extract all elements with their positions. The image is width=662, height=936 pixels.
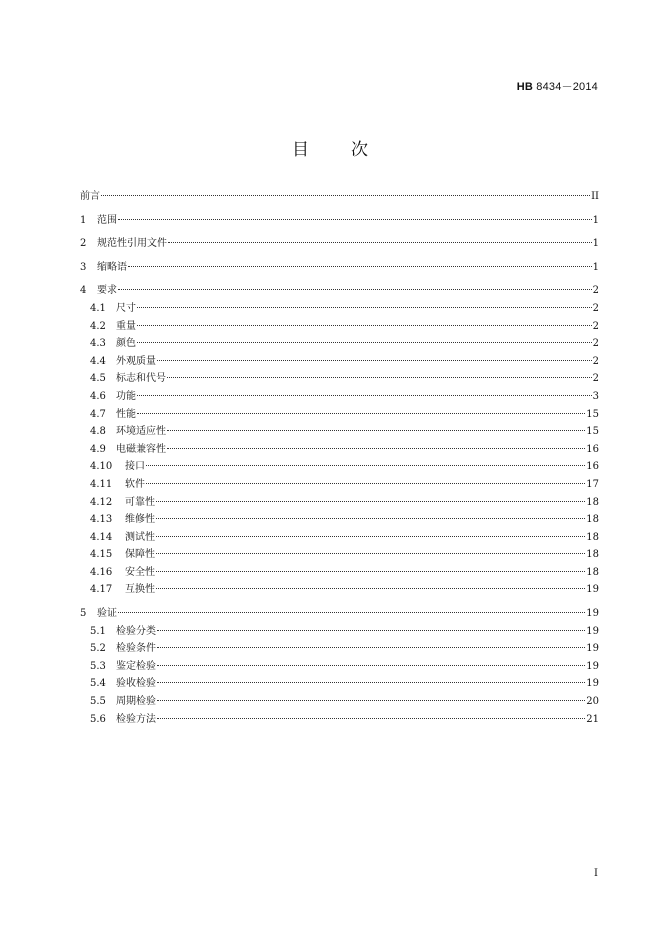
toc-dot-leader — [146, 473, 585, 484]
toc-dot-leader — [156, 508, 585, 519]
toc-entry-number: 2 — [80, 238, 87, 250]
toc-dot-leader — [167, 438, 585, 449]
toc-dot-leader — [156, 491, 585, 502]
toc-entry-label: 测试性 — [125, 531, 155, 543]
toc-entry-page: 19 — [586, 678, 599, 690]
toc-entry-number: 4.6 — [90, 390, 106, 402]
toc-dot-leader — [156, 543, 585, 554]
toc-entry-page: 19 — [586, 643, 599, 655]
toc-entry-page: 17 — [586, 478, 599, 490]
toc-dot-leader — [101, 185, 590, 196]
toc-dot-leader — [157, 350, 592, 361]
toc-entry-page: 2 — [592, 302, 599, 314]
toc-entry-page: 18 — [586, 514, 599, 526]
toc-entry-page: 15 — [586, 408, 599, 420]
toc-entry-label: 验收检验 — [116, 678, 156, 690]
toc-dot-leader — [137, 332, 592, 343]
toc-entry-number: 4.8 — [90, 426, 106, 438]
standard-header — [517, 78, 598, 94]
toc-entry-page: 1 — [592, 214, 599, 226]
table-of-contents — [80, 188, 599, 728]
title-char-2: 次 — [351, 140, 370, 160]
toc-dot-leader — [118, 602, 585, 613]
toc-entry-page: 1 — [592, 261, 599, 273]
toc-entry-label: 保障性 — [125, 549, 155, 561]
page-title — [0, 135, 662, 160]
toc-entry-number: 4.9 — [90, 443, 106, 455]
toc-entry-number: 4.1 — [90, 302, 106, 314]
toc-entry-number: 5.5 — [90, 696, 106, 708]
toc-entry-page: 18 — [586, 496, 599, 508]
toc-entry-label: 接口 — [125, 461, 145, 473]
toc-dot-leader — [137, 385, 592, 396]
toc-entry-label: 电磁兼容性 — [116, 443, 166, 455]
toc-dot-leader — [157, 655, 585, 666]
toc-entry-number: 4.12 — [90, 496, 113, 508]
toc-entry-number: 5.2 — [90, 643, 106, 655]
toc-dot-leader — [168, 232, 592, 243]
toc-entry-number: 5.1 — [90, 625, 106, 637]
toc-entry-page: 19 — [586, 625, 599, 637]
toc-entry-label: 维修性 — [125, 514, 155, 526]
toc-entry-page: 21 — [586, 713, 599, 725]
toc-entry-number: 4 — [80, 285, 87, 297]
toc-entry-label: 重量 — [116, 320, 136, 332]
toc-entry-page: 18 — [586, 549, 599, 561]
toc-entry-number: 4.10 — [90, 461, 113, 473]
toc-entry[interactable] — [80, 212, 599, 230]
toc-entry-label: 周期检验 — [116, 696, 156, 708]
toc-subentry[interactable] — [80, 711, 599, 729]
toc-entry-number: 5.3 — [90, 660, 106, 672]
toc-entry-page: 2 — [592, 338, 599, 350]
toc-entry-label: 安全性 — [125, 566, 155, 578]
toc-entry-label: 检验分类 — [116, 625, 156, 637]
toc-entry-label: 性能 — [116, 408, 136, 420]
toc-entry-number: 1 — [80, 214, 87, 226]
toc-entry-number: 4.7 — [90, 408, 106, 420]
toc-entry-page: 16 — [586, 461, 599, 473]
toc-entry-number: 5.6 — [90, 713, 106, 725]
toc-entry-number: 4.15 — [90, 549, 113, 561]
toc-entry-page: 2 — [592, 373, 599, 385]
toc-entry-page: 18 — [586, 531, 599, 543]
toc-entry-label: 范围 — [97, 214, 117, 226]
toc-entry-label: 标志和代号 — [116, 373, 166, 385]
toc-entry[interactable] — [80, 235, 599, 253]
toc-dot-leader — [146, 455, 585, 466]
toc-entry-page: 19 — [586, 660, 599, 672]
toc-dot-leader — [157, 637, 585, 648]
toc-entry-number: 4.5 — [90, 373, 106, 385]
toc-dot-leader — [157, 708, 585, 719]
toc-entry-page: 2 — [592, 355, 599, 367]
toc-subentry[interactable] — [80, 581, 599, 599]
toc-entry-number: 3 — [80, 261, 87, 273]
toc-dot-leader — [137, 403, 585, 414]
toc-entry-label: 软件 — [125, 478, 145, 490]
toc-dot-leader — [128, 256, 592, 267]
toc-entry-number: 5 — [80, 608, 87, 620]
toc-entry-number: 4.3 — [90, 338, 106, 350]
toc-dot-leader — [157, 690, 585, 701]
toc-entry-label: 前言 — [80, 191, 100, 202]
toc-dot-leader — [157, 672, 585, 683]
toc-entry-page: 18 — [586, 566, 599, 578]
toc-entry-page: 2 — [592, 320, 599, 332]
title-char-1: 目 — [292, 140, 311, 160]
toc-entry-label: 功能 — [116, 390, 136, 402]
toc-entry-number: 4.16 — [90, 566, 113, 578]
toc-entry-page: 20 — [586, 696, 599, 708]
toc-entry-page: 19 — [586, 584, 599, 596]
toc-entry-label: 规范性引用文件 — [97, 238, 167, 250]
footer-page-number: I — [594, 868, 598, 879]
toc-dot-leader — [167, 367, 592, 378]
toc-entry[interactable] — [80, 188, 599, 206]
toc-entry-label: 尺寸 — [116, 302, 136, 314]
toc-entry-number: 4.17 — [90, 584, 113, 596]
toc-dot-leader — [118, 209, 592, 220]
toc-entry-number: 4.14 — [90, 531, 113, 543]
toc-entry-number: 4.4 — [90, 355, 106, 367]
toc-entry-label: 检验条件 — [116, 643, 156, 655]
toc-entry-label: 外观质量 — [116, 355, 156, 367]
toc-entry-page: 3 — [592, 390, 599, 402]
toc-entry-label: 颜色 — [116, 338, 136, 350]
toc-entry-number: 4.2 — [90, 320, 106, 332]
toc-dot-leader — [156, 561, 585, 572]
toc-entry-page: 16 — [586, 443, 599, 455]
toc-entry-page: II — [591, 191, 599, 202]
toc-entry-label: 互换性 — [125, 584, 155, 596]
standard-code: HB — [516, 81, 533, 93]
toc-entry-label: 要求 — [97, 285, 117, 297]
toc-entry-label: 可靠性 — [125, 496, 155, 508]
toc-entry-label: 验证 — [97, 608, 117, 620]
toc-entry-number: 4.11 — [90, 478, 113, 490]
toc-entry-page: 19 — [586, 608, 599, 620]
toc-dot-leader — [118, 279, 592, 290]
toc-entry-label: 鉴定检验 — [116, 660, 156, 672]
toc-entry-label: 缩略语 — [97, 261, 127, 273]
toc-dot-leader — [156, 526, 585, 537]
toc-entry[interactable] — [80, 259, 599, 277]
toc-dot-leader — [167, 420, 585, 431]
toc-entry-page: 15 — [586, 426, 599, 438]
toc-entry-label: 环境适应性 — [116, 426, 166, 438]
toc-entry-number: 5.4 — [90, 678, 106, 690]
toc-entry-page: 2 — [592, 285, 599, 297]
toc-dot-leader — [156, 578, 585, 589]
toc-entry-page: 1 — [592, 238, 599, 250]
standard-number: 8434－2014 — [536, 81, 598, 93]
toc-dot-leader — [137, 297, 592, 308]
toc-dot-leader — [137, 315, 592, 326]
toc-dot-leader — [157, 620, 585, 631]
toc-entry-label: 检验方法 — [116, 713, 156, 725]
toc-entry-number: 4.13 — [90, 514, 113, 526]
